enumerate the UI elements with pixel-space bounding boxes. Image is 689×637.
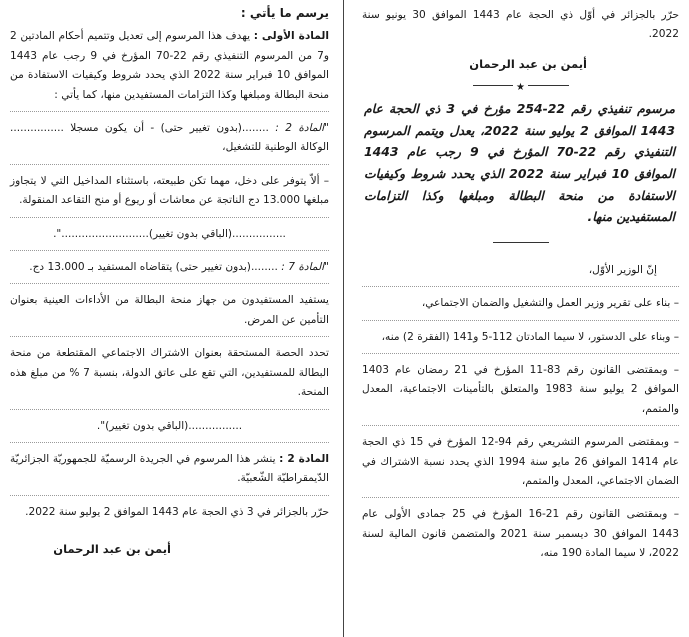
dotted-divider (362, 320, 679, 321)
section-separator (362, 78, 679, 92)
article-1-label: المادة الأولى : (253, 30, 329, 43)
decree-closing: حرّر بالجزائر في 3 ذي الحجة عام 1443 الموافق 2 يوليو سنة 2022. (25, 505, 329, 518)
right-column (350, 0, 689, 637)
article-2-bullet: – ألاّ يتوفر على دخل، مهما تكن طبيعته، باستثناء المداخيل التي لا يتجاوز مبلغها 13.000 دج الناتجة عن معاشات أو ريوع أو منح التقاعد المنقولة. (10, 174, 329, 207)
dotted-divider (10, 250, 329, 251)
dotted-divider (10, 442, 329, 443)
preamble-paragraph: – وبناء على الدستور، لا سيما المادتان 112-5 و141 (الفقرة 2) منه، (381, 330, 679, 343)
article-2-text: ينشر هذا المرسوم في الجريدة الرسميّة للجمهوريّة الجزائريّة الدّيمقراطيّة الشّعبيّة. (10, 452, 329, 485)
article-2-quote-text: ........(بدون تغيير حتى) - أن يكون مسجلا ................ الوكالة الوطنية للتشغيل، (10, 122, 329, 154)
article-1-text: يهدف هذا المرسوم إلى تعديل وتتميم أحكام المادتين 2 و7 من المرسوم التنفيذي رقم 22-70 المؤرخ في 9 رجب عام 1443 الموافق 10 فبراير سنة 2022 الذي يحدد شروط وكيفيات الاستفادة من منحة البطالة ومبلغها وكذا التزامات المستفيدين منها، كما يأتي : (10, 30, 329, 101)
dotted-divider (10, 111, 329, 112)
article-2-remainder: ................(الباقي بدون تغيير)..........................". (53, 227, 286, 240)
dotted-divider (362, 286, 679, 287)
article-7-amendment (10, 258, 329, 277)
article-2-quote-label: "المادة 2 : (275, 122, 329, 135)
article-7-quote-text: ........(بدون تغيير حتى) يتقاضاه المستفيد بـ 13.000 دج. (29, 261, 278, 274)
article-2 (10, 450, 329, 489)
decree-heading: يرسم ما يأتي : (240, 6, 329, 20)
opening-line: إنّ الوزير الأوّل، (588, 263, 657, 276)
article-7-paragraph: يستفيد المستفيدون من جهاز منحة البطالة من الأداءات العينية بعنوان التأمين عن المرض. (10, 294, 329, 326)
article-7-paragraph: تحدد الحصة المستحقة بعنوان الاشتراك الاجتماعي المقتطعة من منحة البطالة للمستفيدين، التي تقع على عاتق الدولة، بنسبة 7 % من مبلغ هذه المنحة. (10, 347, 329, 399)
dotted-divider (10, 336, 329, 337)
dotted-divider (10, 164, 329, 165)
star-icon: ★ (513, 82, 528, 93)
previous-decree-signature: أيمن بن عبد الرحمان (469, 56, 587, 71)
article-2-amendment (10, 119, 329, 158)
article-1 (10, 27, 329, 105)
article-7-quote-label: "المادة 7 : (281, 261, 329, 274)
dotted-divider (10, 409, 329, 410)
decree-title: مرسوم تنفيذي رقم 22-254 مؤرخ في 3 ذي الحجة عام 1443 الموافق 2 يوليو سنة 2022، يعدل ويتمم المرسوم التنفيذي رقم 22-70 المؤرخ في 9 رجب عام 1443 الموافق 10 فبراير سنة 2022 الذي يحدد شروط وكيفيات الاستفادة من منحة البطالة ومبلغها وكذا التزامات المستفيدين منها. (364, 101, 676, 225)
previous-decree-closing: حرّر بالجزائر في أوّل ذي الحجة عام 1443 الموافق 30 يونيو سنة 2022. (362, 9, 679, 41)
preamble-paragraph: – بناء على تقرير وزير العمل والتشغيل والضمان الاجتماعي، (421, 297, 679, 310)
preamble-paragraph: – وبمقتضى القانون رقم 21-16 المؤرخ في 25 جمادى الأولى عام 1443 الموافق 30 ديسمبر سنة 2021 والمتضمن قانون المالية لسنة 2022، لا سيما المادة 190 منه، (362, 508, 680, 560)
title-rule (493, 242, 549, 243)
column-divider (343, 0, 344, 637)
dotted-divider (10, 217, 329, 218)
dotted-divider (10, 495, 329, 496)
decree-signature: أيمن بن عبد الرحمان (53, 542, 171, 557)
dotted-divider (362, 497, 679, 498)
preamble-paragraph: – وبمقتضى القانون رقم 83-11 المؤرخ في 21 رمضان عام 1403 الموافق 2 يوليو سنة 1983 والمتعلق بالتأمينات الاجتماعية، المعدل والمتمم، (362, 364, 679, 415)
article-2-label: المادة 2 : (279, 452, 329, 465)
dotted-divider (362, 353, 679, 354)
dotted-divider (362, 425, 679, 426)
left-column (0, 0, 341, 637)
dotted-divider (10, 283, 329, 284)
preamble-paragraph: – وبمقتضى المرسوم التشريعي رقم 94-12 المؤرخ في 15 ذي الحجة عام 1414 الموافق 26 مايو سنة 1994 الذي يحدد نسبة الاشتراك في الضمان الاجتماعي، المعدل والمتمم، (362, 436, 679, 488)
article-7-remainder: ................(الباقي بدون تغيير)". (96, 419, 243, 432)
